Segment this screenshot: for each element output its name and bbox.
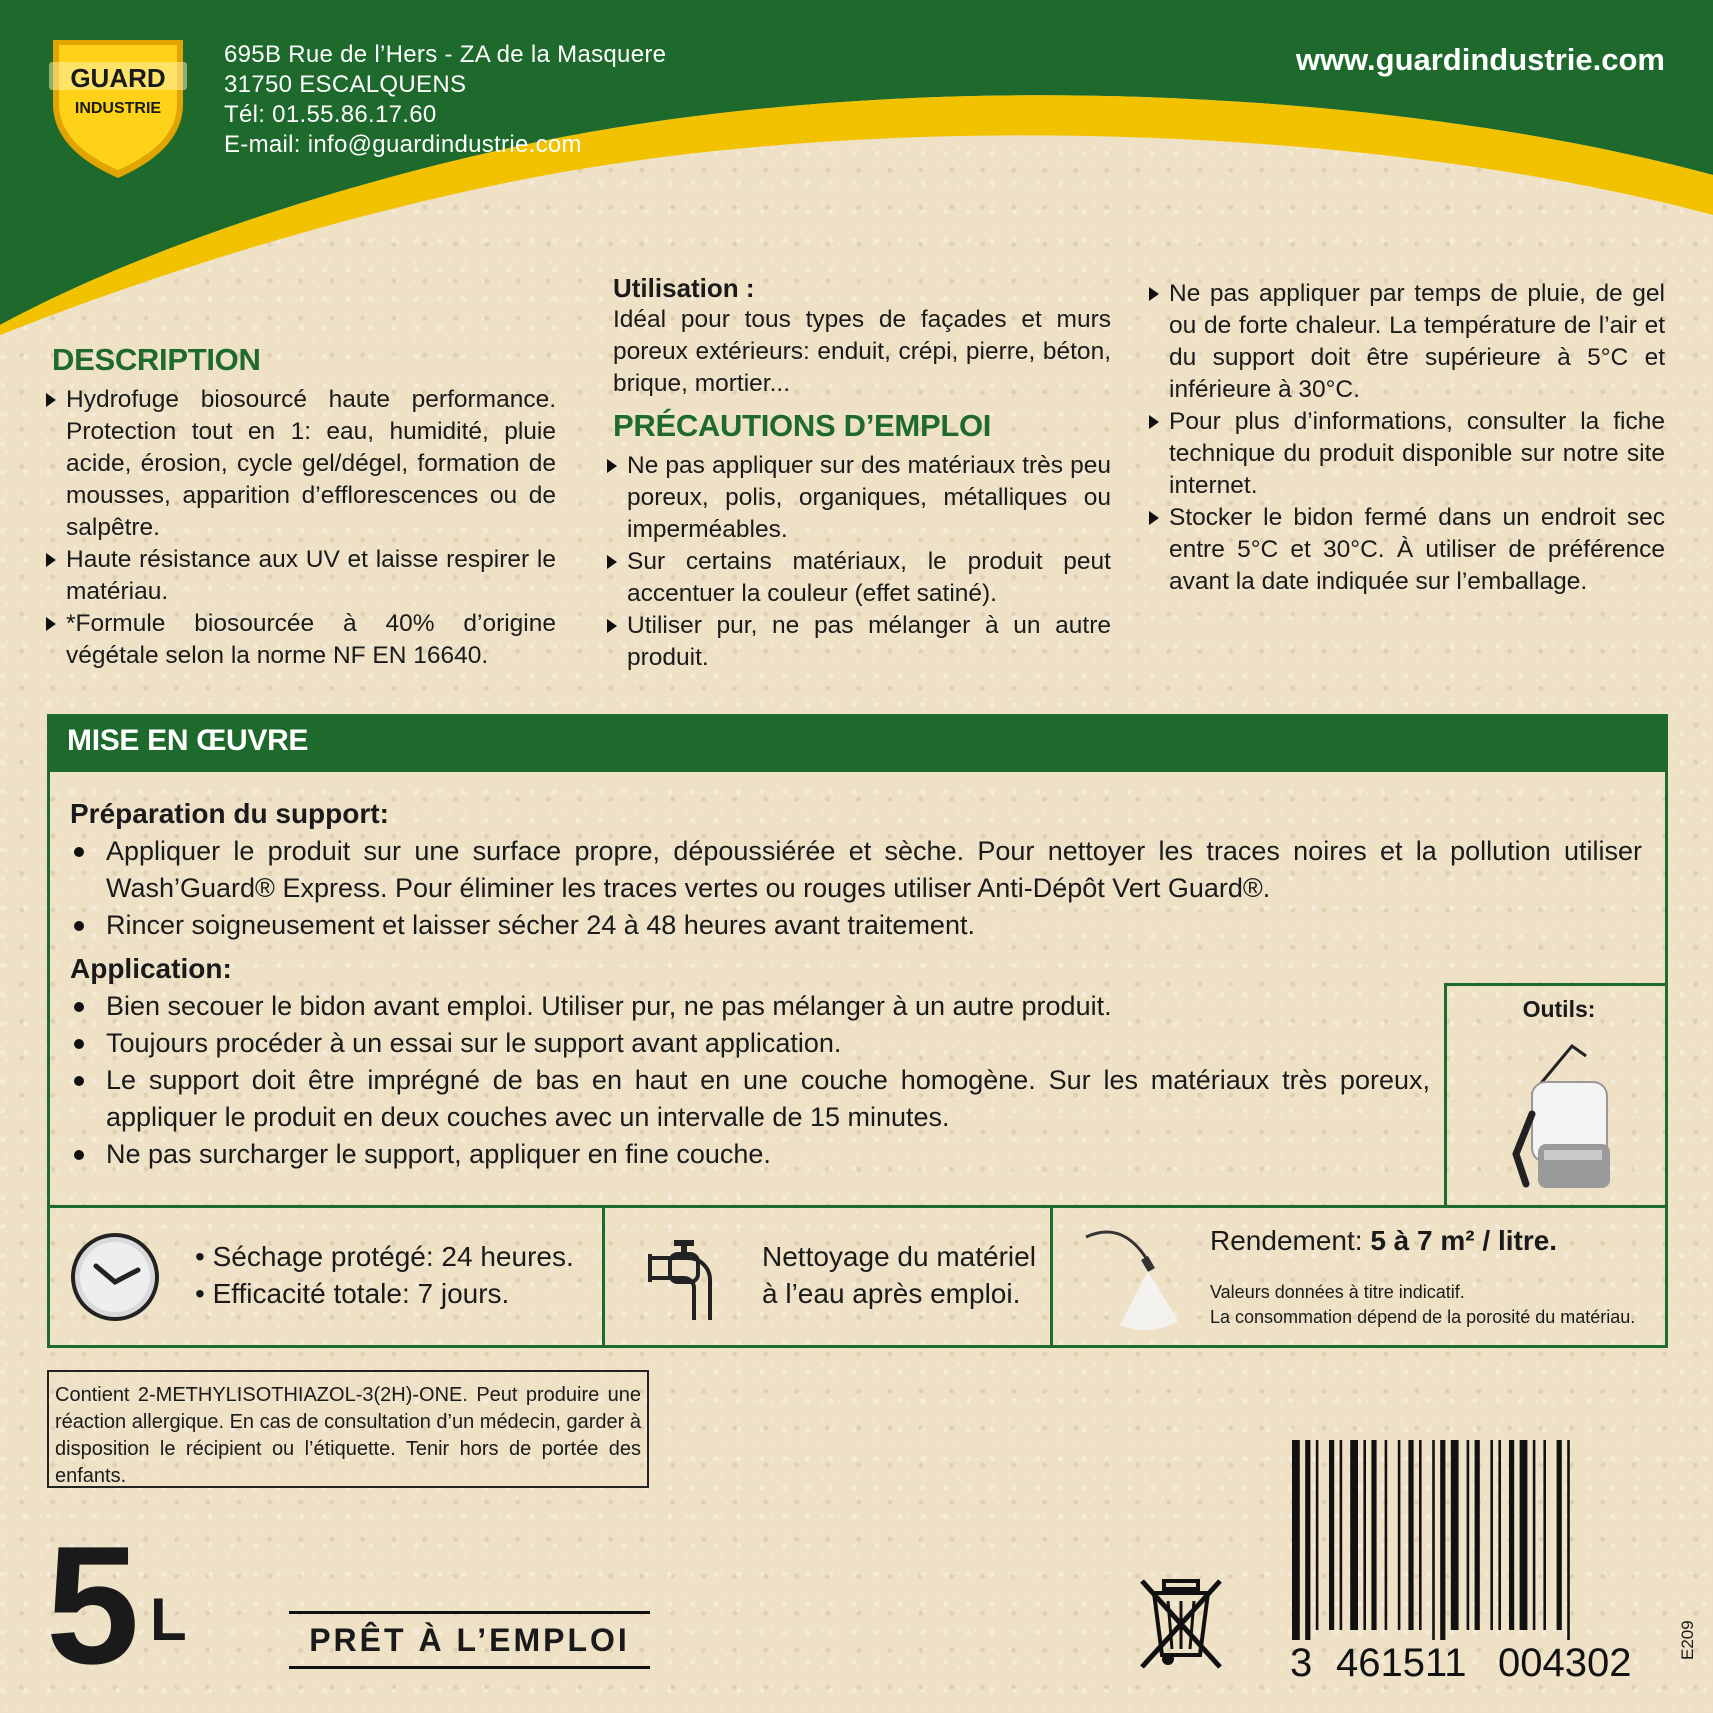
- barcode-bar: [1520, 1440, 1528, 1630]
- barcode-bar: [1305, 1440, 1310, 1640]
- barcode-group: 004302: [1498, 1641, 1632, 1680]
- precaution-item: Ne pas appliquer sur des matériaux très peu poreux, polis, organiques, métalliques ou imperméables.: [613, 450, 1111, 546]
- barcode-bar: [1440, 1440, 1445, 1640]
- tap-icon: [648, 1232, 728, 1322]
- website-url[interactable]: www.guardindustrie.com: [1295, 42, 1665, 77]
- volume-unit: L: [150, 1586, 187, 1653]
- yield-note: [1210, 1280, 1635, 1330]
- cleaning-line: à l’eau après emploi.: [762, 1278, 1021, 1309]
- volume-number: 5: [46, 1511, 136, 1699]
- tools-box: [1444, 983, 1668, 1206]
- barcode-bar: [1467, 1440, 1470, 1630]
- info-row-divider: [47, 1205, 1668, 1208]
- barcode-bar: [1385, 1440, 1388, 1630]
- clock-icon: [68, 1230, 162, 1324]
- ready-to-use-label: PRÊT À L’EMPLOI: [289, 1611, 650, 1669]
- info-row-separator: [1050, 1205, 1053, 1348]
- barcode-bar: [1557, 1440, 1562, 1630]
- barcode-bar: [1419, 1440, 1422, 1630]
- barcode-bar: [1498, 1440, 1501, 1630]
- product-code: E209: [1678, 1620, 1697, 1660]
- barcode-bar: [1363, 1440, 1366, 1630]
- mise-en-oeuvre-title: MISE EN ŒUVRE: [67, 724, 309, 757]
- address-line: 31750 ESCALQUENS: [224, 71, 467, 98]
- precaution-item: Sur certains matériaux, le produit peut accentuer la couleur (effet satiné).: [613, 546, 1111, 610]
- application-item: Toujours procéder à un essai sur le support avant application.: [70, 1025, 1430, 1062]
- precautions-continued: [1155, 278, 1665, 598]
- application-item: Le support doit être imprégné de bas en haut en une couche homogène. Sur les matériaux très poreux, appliquer le produit en deux couches avec un intervalle de 15 minutes.: [70, 1062, 1430, 1136]
- application-item: Ne pas surcharger le support, appliquer en fine couche.: [70, 1136, 1430, 1173]
- barcode-bar: [1408, 1440, 1413, 1630]
- preparation-item: Rincer soigneusement et laisser sécher 24 à 48 heures avant traitement.: [70, 907, 1642, 944]
- barcode-bar: [1451, 1440, 1459, 1630]
- precaution-item: Stocker le bidon fermé dans un endroit sec entre 5°C et 30°C. À utiliser de préférence avant la date indiquée sur l’emballage.: [1155, 502, 1665, 598]
- application-item: Bien secouer le bidon avant emploi. Utiliser pur, ne pas mélanger à un autre produit.: [70, 988, 1430, 1025]
- address-line: 695B Rue de l’Hers - ZA de la Masquere: [224, 41, 667, 68]
- preparation-title: Préparation du support:: [70, 798, 389, 829]
- drying-info: [195, 1238, 574, 1312]
- cleaning-info: [762, 1238, 1036, 1312]
- barcode-bar: [1475, 1440, 1480, 1630]
- tools-label: Outils:: [1522, 996, 1596, 1022]
- barcode-bar: [1398, 1440, 1401, 1630]
- mise-en-oeuvre-body: [70, 795, 1642, 1173]
- crossed-bin-icon: [1138, 1575, 1224, 1671]
- info-row-separator: [602, 1205, 605, 1348]
- yield-value: 5 à 7 m² / litre.: [1370, 1225, 1558, 1256]
- mise-en-oeuvre-header: [47, 714, 1668, 772]
- allergy-warning: Contient 2-METHYLISOTHIAZOL-3(2H)-ONE. Peut produire une réaction allergique. En cas de consultation d’un médecin, garder à disposition le récipient ou l’étiquette. Tenir hors de portée des enfants.: [47, 1370, 649, 1488]
- yield-note-line: Valeurs données à titre indicatif.: [1210, 1282, 1465, 1302]
- yield-label: Rendement:: [1210, 1225, 1371, 1256]
- barcode-icon: [1288, 1440, 1658, 1680]
- guard-industrie-logo: [45, 34, 191, 180]
- sprayer-icon: [1502, 1034, 1622, 1194]
- yield-info: [1210, 1222, 1557, 1259]
- barcode-bar: [1509, 1440, 1514, 1630]
- precaution-item: Pour plus d’informations, consulter la fiche technique du produit disponible sur notre site internet.: [1155, 406, 1665, 502]
- barcode-group: 461511: [1336, 1641, 1467, 1680]
- description-item: Haute résistance aux UV et laisse respirer le matériau.: [52, 544, 556, 608]
- svg-text:INDUSTRIE: INDUSTRIE: [74, 100, 162, 117]
- full-efficacy: • Efficacité totale: 7 jours.: [195, 1278, 510, 1309]
- company-address: [224, 40, 666, 160]
- description-item: Hydrofuge biosourcé haute performance. Protection tout en 1: eau, humidité, pluie acide, érosion, cycle gel/dégel, formation de mousses, apparition d’efflorescences ou de salpêtre.: [52, 384, 556, 544]
- precaution-item: Ne pas appliquer par temps de pluie, de gel ou de forte chaleur. La température de l’air et du support doit être supérieure à 5°C et inférieure à 30°C.: [1155, 278, 1665, 406]
- description-title: DESCRIPTION: [52, 342, 261, 377]
- description-item: *Formule biosourcée à 40% d’origine végétale selon la norme NF EN 16640.: [52, 608, 556, 672]
- preparation-item: Appliquer le produit sur une surface propre, dépoussiérée et sèche. Pour nettoyer les traces noires et la pollution utiliser Wash’Guard® Express. Pour éliminer les traces vertes ou rouges utiliser Anti-Dépôt Vert Guard®.: [70, 833, 1642, 907]
- utilisation-text: Idéal pour tous types de façades et murs poreux extérieurs: enduit, crépi, pierre, béton, brique, mortier...: [613, 306, 1111, 397]
- barcode-bar: [1340, 1440, 1343, 1630]
- email-line: E-mail: info@guardindustrie.com: [224, 131, 582, 158]
- cleaning-line: Nettoyage du matériel: [762, 1241, 1036, 1272]
- yield-note-line: La consommation dépend de la porosité du matériau.: [1210, 1307, 1636, 1327]
- spray-nozzle-icon: [1082, 1225, 1182, 1335]
- barcode-bar: [1533, 1440, 1536, 1630]
- phone-line: Tél: 01.55.86.17.60: [224, 101, 437, 128]
- description-section: [52, 340, 556, 672]
- utilisation-title: Utilisation :: [613, 273, 755, 303]
- barcode-bar: [1567, 1440, 1570, 1640]
- barcode-bar: [1371, 1440, 1376, 1630]
- drying-time: • Séchage protégé: 24 heures.: [195, 1241, 574, 1272]
- barcode-bar: [1329, 1440, 1334, 1630]
- barcode-bar: [1432, 1440, 1435, 1640]
- svg-text:GUARD: GUARD: [70, 63, 166, 93]
- application-title: Application:: [70, 953, 232, 984]
- barcode-bar: [1292, 1440, 1300, 1640]
- precaution-item: Utiliser pur, ne pas mélanger à un autre produit.: [613, 610, 1111, 674]
- usage-section: [613, 272, 1111, 674]
- precautions-title: PRÉCAUTIONS D’EMPLOI: [613, 408, 992, 443]
- barcode-bar: [1490, 1440, 1493, 1630]
- barcode-bar: [1543, 1440, 1546, 1630]
- barcode-digit: 3: [1290, 1641, 1313, 1680]
- barcode-bar: [1350, 1440, 1358, 1630]
- barcode-bar: [1316, 1440, 1319, 1630]
